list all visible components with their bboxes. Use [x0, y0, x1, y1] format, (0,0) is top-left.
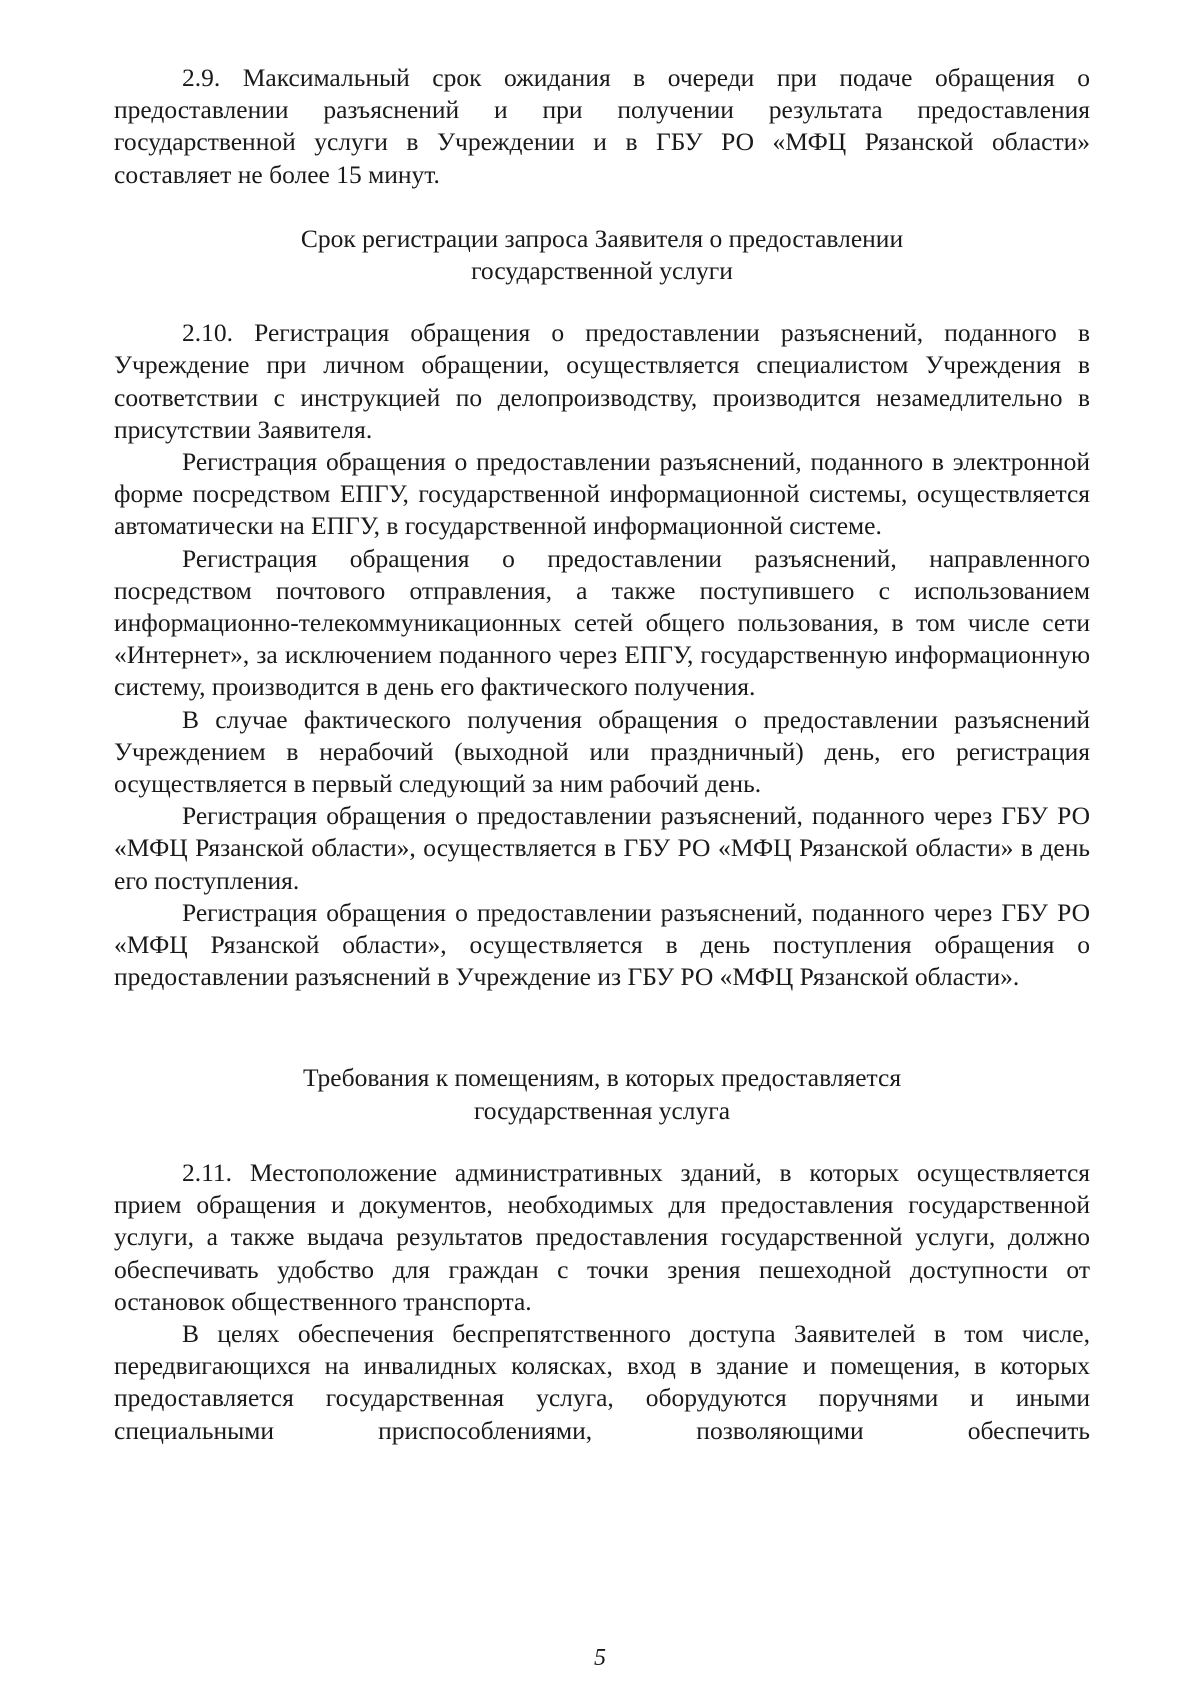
paragraph-2-10-postal: Регистрация обращения о предоставлении разъяснений, направленного посредством почтового отправления, а также поступившего с использованием информационно-телекоммуникационных сетей общего пользования, в том числе сети «Интернет», за исключением поданного через ЕПГУ, государственную информационную систему, производится в день его фактического получения. [114, 543, 1090, 702]
paragraph-2-11: 2.11. Местоположение административных зданий, в которых осуществляется прием обращения и документов, необходимых для предоставления государственной услуги, а также выдача результатов предоставления государственной услуги, должно обеспечивать удобство для граждан с точки зрения пешеходной доступности от остановок общественного транспорта. [114, 1157, 1090, 1316]
spacer [114, 191, 1090, 223]
spacer [114, 1127, 1090, 1157]
paragraph-2-9: 2.9. Максимальный срок ожидания в очереди при подаче обращения о предоставлении разъяснений и при получении результата предоставления государственной услуги в Учреждении и в ГБУ РО «МФЦ Рязанской области» составляет не более 15 минут. [114, 63, 1090, 189]
page-number: 5 [594, 1645, 606, 1671]
paragraph-2-10-mfc: Регистрация обращения о предоставлении разъяснений, поданного через ГБУ РО «МФЦ Рязанской области», осуществляется в ГБУ РО «МФЦ Рязанской области» в день его поступления. [114, 801, 1090, 895]
paragraph-2-10-nonworking-day: В случае фактического получения обращения о предоставлении разъяснений Учреждением в нерабочий (выходной или праздничный) день, его регистрация осуществляется в первый следующий за ним рабочий день. [114, 704, 1090, 799]
paragraph-2-10-mfc-transfer: Регистрация обращения о предоставлении разъяснений, поданного через ГБУ РО «МФЦ Рязанской области», осуществляется в день поступления обращения о предоставлении разъяснений в Учреждение из ГБУ РО «МФЦ Рязанской области». [114, 897, 1090, 992]
spacer [114, 993, 1090, 1026]
section-heading-premises [114, 1062, 1090, 1126]
spacer [114, 287, 1090, 317]
heading-line: государственной услуги [471, 256, 733, 286]
spacer [114, 1026, 1090, 1062]
paragraph-2-11-accessibility: В целях обеспечения беспрепятственного доступа Заявителей в том числе, передвигающихся на инвалидных колясках, вход в здание и помещения, в которых предоставляется государственная услуга, оборудуются поручнями и иными специальными приспособлениями, позволяющими обеспечить [114, 1318, 1090, 1445]
paragraph-2-10: 2.10. Регистрация обращения о предоставлении разъяснений, поданного в Учреждение при личном обращении, осуществляется специалистом Учреждения в соответствии с инструкцией по делопроизводству, производится незамедлительно в присутствии Заявителя. [114, 318, 1090, 444]
paragraph-2-10-electronic: Регистрация обращения о предоставлении разъяснений, поданного в электронной форме посредством ЕПГУ, государственной информационной системы, осуществляется автоматически на ЕПГУ, в государственной информационной системе. [114, 447, 1090, 541]
section-heading-registration [114, 223, 1090, 287]
heading-line: Срок регистрации запроса Заявителя о предоставлении [300, 223, 904, 253]
heading-line: государственная услуга [473, 1095, 731, 1125]
heading-line: Требования к помещениям, в которых предоставляется [302, 1063, 902, 1093]
